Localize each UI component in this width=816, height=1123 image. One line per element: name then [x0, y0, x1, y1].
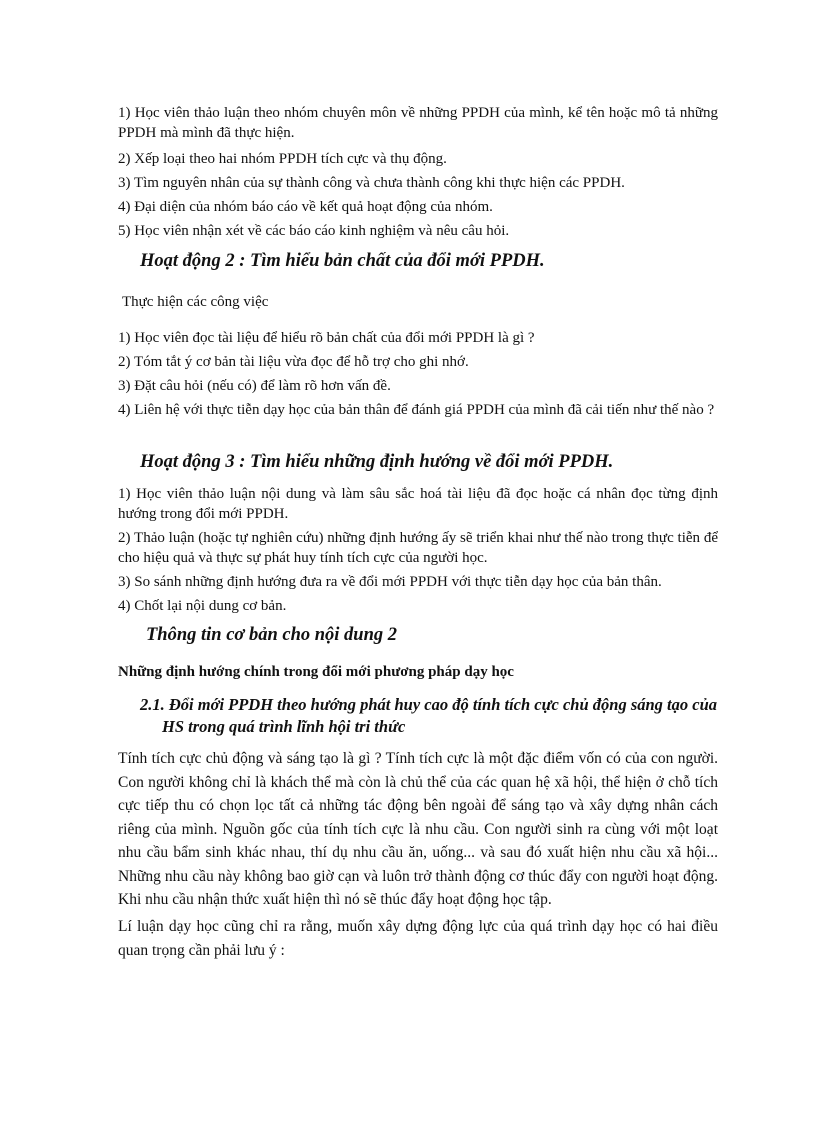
activity2-intro: Thực hiện các công việc: [122, 294, 269, 310]
list-item: 3) Tìm nguyên nhân của sự thành công và chưa thành công khi thực hiện các PPDH.: [118, 175, 625, 191]
list-item: 3) So sánh những định hướng đưa ra về đổi mới PPDH với thực tiễn dạy học của bản thân.: [118, 574, 662, 590]
list-item: 2) Thảo luận (hoặc tự nghiên cứu) những định hướng ấy sẽ triển khai như thế nào trong thực tiễn để cho hiệu quả và thực sự phát huy tính tích cực của người học.: [118, 530, 718, 566]
info-heading: Thông tin cơ bản cho nội dung 2: [146, 625, 398, 645]
section-title: Những định hướng chính trong đổi mới phương pháp dạy học: [118, 664, 514, 680]
body-paragraph: Lí luận dạy học cũng chỉ ra rằng, muốn xây dựng động lực của quá trình dạy học có hai điều quan trọng cần phải lưu ý :: [118, 918, 718, 959]
list-item: 1) Học viên đọc tài liệu để hiểu rõ bản chất của đổi mới PPDH là gì ?: [118, 330, 535, 346]
activity3-heading: Hoạt động 3 : Tìm hiểu những định hướng về đổi mới PPDH.: [140, 452, 614, 472]
list-item: 5) Học viên nhận xét về các báo cáo kinh nghiệm và nêu câu hỏi.: [118, 223, 510, 239]
list-item: 4) Liên hệ với thực tiễn dạy học của bản thân để đánh giá PPDH của mình đã cải tiến như thế nào ?: [118, 402, 715, 418]
list-item: 1) Học viên thảo luận theo nhóm chuyên môn về những PPDH của mình, kể tên hoặc mô tả những PPDH mà mình đã thực hiện.: [118, 105, 718, 141]
list-item: 4) Đại diện của nhóm báo cáo về kết quả hoạt động của nhóm.: [118, 199, 493, 215]
activity2-heading: Hoạt động 2 : Tìm hiểu bản chất của đổi mới PPDH.: [140, 251, 545, 271]
list-item: 4) Chốt lại nội dung cơ bản.: [118, 598, 287, 614]
subsection-heading: [140, 694, 720, 738]
list-item: 2) Xếp loại theo hai nhóm PPDH tích cực và thụ động.: [118, 151, 447, 167]
list-item: 2) Tóm tắt ý cơ bản tài liệu vừa đọc để hỗ trợ cho ghi nhớ.: [118, 354, 469, 370]
subsection-heading-text: 2.1. Đổi mới PPDH theo hướng phát huy cao độ tính tích cực chủ động sáng tạo của HS trong quá trình lĩnh hội tri thức: [140, 695, 718, 736]
list-item: 3) Đặt câu hỏi (nếu có) để làm rõ hơn vấn đề.: [118, 378, 391, 394]
body-paragraph: Tính tích cực chủ động và sáng tạo là gì ? Tính tích cực là một đặc điểm vốn có của con người. Con người không chỉ là khách thể mà còn là chủ thể của các quan hệ xã hội, thể hiện ở chỗ tích cực tiếp thu có chọn lọc tất cả những tác động bên ngoài để sáng tạo và xây dựng nhân cách riêng của mình. Nguồn gốc của tính tích cực là nhu cầu. Con người sinh ra cùng với một loạt nhu cầu bẩm sinh khác nhau, thí dụ nhu cầu ăn, uống... và sau đó xuất hiện nhu cầu xã hội... Những nhu cầu này không bao giờ cạn và luôn trở thành động cơ thúc đẩy con người hoạt động. Khi nhu cầu nhận thức xuất hiện thì nó sẽ thúc đẩy hoạt động học tập.: [118, 750, 718, 908]
list-item: 1) Học viên thảo luận nội dung và làm sâu sắc hoá tài liệu đã đọc hoặc cá nhân đọc từng định hướng trong đổi mới PPDH.: [118, 486, 718, 522]
